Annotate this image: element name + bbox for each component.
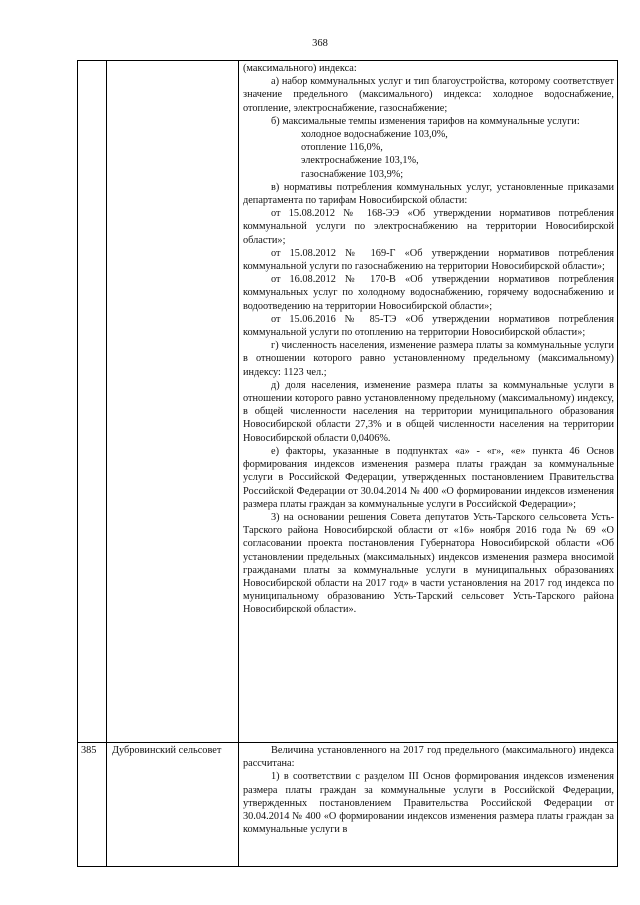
paragraph: от 15.06.2016 № 85-ТЭ «Об утверждении нормативов потребления коммунальной услуги по отоплению на территории Новосибирской области»; bbox=[243, 313, 614, 339]
bottom-row-content bbox=[243, 744, 614, 836]
paragraph: г) численность населения, изменение размера платы за коммунальные услуги в отношении которого равно установленному предельному (максимальному) индексу: 1123 чел.; bbox=[243, 340, 614, 378]
paragraph: от 15.08.2012 № 168-ЭЭ «Об утверждении нормативов потребления коммунальной услуги по электроснабжению на территории Новосибирской области»; bbox=[243, 208, 614, 246]
list-item: электроснабжение 103,1%, bbox=[301, 155, 419, 167]
paragraph: 3) на основании решения Совета депутатов Усть-Тарского сельсовета Усть-Тарского района Новосибирской области от «16» ноября 2016 года № 69 «О согласовании проекта постановления Губернатора Новосибирской области «Об установлении предельных (максимальных) индексов изменения размера вносимой гражданами платы за коммунальные услуги в муниципальных образованиях Новосибирской области на 2017 год» в части установления на 2017 год индекса по муниципальному образованию Усть-Тарский сельсовет Усть-Тарского района Новосибирской области». bbox=[243, 511, 614, 616]
paragraph: (максимального) индекса: bbox=[243, 63, 357, 74]
paragraph: д) доля населения, изменение размера платы за коммунальные услуги в отношении которого равно установленному предельному (максимальному) индексу, в общей численности населения на территории муниципального образования Новосибирской области 27,3% и в общей численности населения на территории Новосибирской области 0,0406%. bbox=[243, 379, 614, 444]
row-divider bbox=[78, 742, 617, 743]
page-number: 368 bbox=[312, 38, 328, 49]
paragraph: е) факторы, указанные в подпунктах «а» - «г», «е» пункта 46 Основ формирования индексов изменения размера платы граждан за коммунальные услуги в Российской Федерации, утвержденных постановлением Правительства Российской Федерации от 30.04.2014 № 400 «О формировании индексов изменения размера платы граждан за коммунальные услуги в Российской Федерации»; bbox=[243, 445, 614, 510]
list-item: отопление 116,0%, bbox=[301, 142, 383, 154]
list-item: холодное водоснабжение 103,0%, bbox=[301, 129, 448, 141]
column-divider-2 bbox=[238, 61, 239, 866]
column-divider-1 bbox=[106, 61, 107, 866]
paragraph: Величина установленного на 2017 год предельного (максимального) индекса рассчитана: bbox=[243, 745, 614, 770]
top-row-content bbox=[243, 62, 614, 617]
paragraph: б) максимальные темпы изменения тарифов на коммунальные услуги: bbox=[271, 115, 580, 127]
paragraph: в) нормативы потребления коммунальных услуг, установленные приказами департамента по тарифам Новосибирской области: bbox=[243, 181, 614, 207]
paragraph: от 15.08.2012 № 169-Г «Об утверждении нормативов потребления коммунальной услуги по газоснабжению на территории Новосибирской области»; bbox=[243, 247, 614, 273]
paragraph: 1) в соответствии с разделом III Основ формирования индексов изменения размера платы граждан за коммунальные услуги в Российской Федерации, утвержденных постановлением Правительства Российской Федерации от 30.04.2014 № 400 «О формировании индексов изменения размера платы граждан за коммунальные услуги в bbox=[243, 771, 614, 836]
row-number: 385 bbox=[81, 745, 97, 756]
paragraph: а) набор коммунальных услуг и тип благоустройства, которому соответствует значение предельного (максимального) индекса: холодное водоснабжение, отопление, электроснабжение, газоснабжение; bbox=[243, 76, 614, 114]
list-item: газоснабжение 103,9%; bbox=[301, 168, 404, 180]
municipality-name: Дубровинский сельсовет bbox=[112, 745, 222, 756]
paragraph: от 16.08.2012 № 170-В «Об утверждении нормативов потребления коммунальных услуг по холодному водоснабжению, горячему водоснабжению и водоотведению на территории Новосибирской области»; bbox=[243, 274, 614, 312]
regulation-table bbox=[77, 60, 618, 867]
